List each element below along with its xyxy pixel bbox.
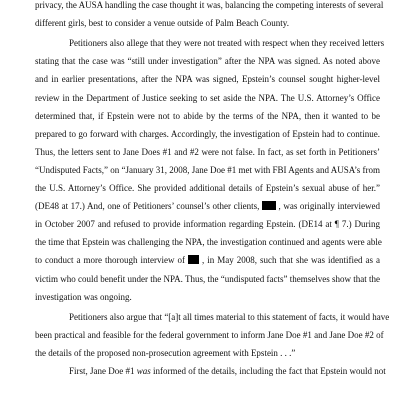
text-line: the time that Epstein was challenging the NPA, the investigation continued and agents were able	[35, 237, 382, 248]
emphasis-text: was	[136, 366, 151, 376]
text-line: “Undisputed Facts,” on “January 31, 2008, Jane Doe #1 met with FBI Agents and AUSA’s from	[35, 164, 380, 175]
text-segment: , was originally interviewed	[278, 201, 380, 212]
text-segment: informed of the details, including the fact that Epstein would not	[150, 366, 386, 376]
text-line: the details of the proposed non-prosecution agreement with Epstein . . .”	[35, 347, 296, 358]
text-line: determined that, if Epstein were not to abide by the terms of the NPA, then it wanted to be	[35, 110, 380, 121]
text-line: and in earlier presentations, after the NPA was signed, Epstein’s counsel sought higher-level	[35, 74, 380, 85]
text-line: different girls, best to consider a venue outside of Palm Beach County.	[35, 18, 289, 29]
text-line: Thus, the letters sent to Jane Does #1 and #2 were not false. In fact, as set forth in Petitioners’	[35, 146, 380, 157]
text-line: review in the Department of Justice seeking to set aside the NPA. The U.S. Attorney’s Office	[35, 92, 380, 103]
text-line: the U.S. Attorney’s Office. She provided additional details of Epstein’s sexual abuse of her.”	[35, 183, 380, 193]
text-line: been practical and feasible for the federal government to inform Jane Doe #1 and Jane Doe #2 of	[35, 329, 384, 340]
text-line: Petitioners also allege that they were not treated with respect when they received letters	[69, 38, 385, 49]
text-segment: First, Jane Doe #1	[69, 366, 137, 376]
redaction-box	[188, 255, 199, 264]
text-segment: to conduct a more thorough interview of	[35, 255, 185, 266]
text-line-with-redaction	[35, 254, 380, 266]
text-line: privacy, the AUSA handling the case thought it was, balancing the competing interests of several	[35, 0, 384, 10]
text-line	[69, 365, 386, 377]
text-line: in October 2007 and refused to provide information regarding Epstein. (DE14 at ¶ 7.) During	[35, 219, 380, 230]
text-line: investigation was ongoing.	[35, 291, 132, 302]
text-segment: (DE48 at 17.) And, one of Petitioners’ counsel’s other clients,	[35, 201, 260, 212]
text-line: prepared to go forward with charges. Accordingly, the investigation of Epstein had to continue.	[35, 128, 380, 139]
text-line: stating that the case was “still under investigation” after the NPA was signed. As noted above	[35, 56, 380, 67]
text-segment: , in May 2008, such that she was identified as a	[202, 255, 381, 266]
text-line: Petitioners also argue that “[a]t all times material to this statement of facts, it would have	[69, 311, 390, 322]
text-line-with-redaction	[35, 200, 380, 212]
text-line: victim who could benefit under the NPA. Thus, the “undisputed facts” themselves show that the	[35, 273, 380, 284]
redaction-box	[262, 201, 276, 210]
